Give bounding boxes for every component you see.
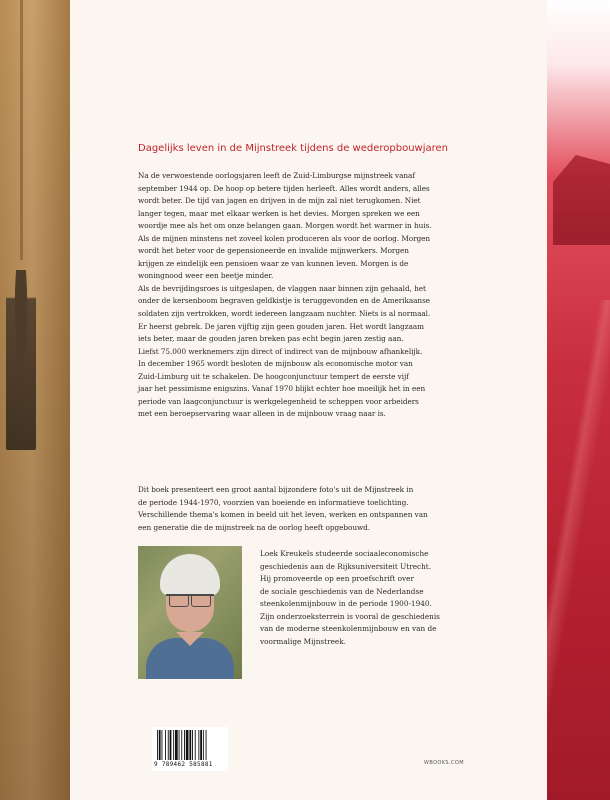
barcode-bars (156, 730, 224, 760)
barcode-bar (195, 730, 196, 760)
text-line: september 1944 op. De hoop op betere tijden herleeft. Alles wordt anders, alles (138, 183, 430, 193)
left-sepia-photo (0, 0, 70, 800)
text-line: woordje mee als het om onze belangen gaan. Morgen wordt het warmer in huis. (138, 221, 432, 231)
text-line: Als de mijnen minstens net zoveel kolen produceren als voor de oorlog. Morgen (138, 233, 431, 243)
text-line: Als de bevrijdingsroes is uitgeslapen, de vlaggen naar binnen zijn gehaald, het (138, 283, 426, 293)
text-line: Er heerst gebrek. De jaren vijftig zijn geen gouden jaren. Het wordt langzaam (138, 321, 425, 331)
intro-paragraph (138, 170, 458, 421)
text-line: onder de kersenboom begraven geldkistje is teruggevonden en de Amerikaanse (138, 296, 431, 306)
publisher-url: WBOOKS.COM (424, 760, 464, 766)
barcode-bar (192, 730, 193, 760)
text-line: soldaten zijn vertrokken, wordt iedereen langzaam nuchter. Niets is al normaal. (138, 309, 431, 319)
text-line: met een beroepservaring waar alleen in de mijnbouw vraag naar is. (138, 409, 386, 419)
text-line: de sociale geschiedenis van de Nederlandse (260, 586, 424, 596)
left-photo-miner-figure (6, 270, 36, 450)
text-line: een generatie die de mijnstreek na de oorlog heeft opgebouwd. (138, 522, 371, 532)
text-line: jaar het pessimisme enigszins. Vanaf 1970 blijkt echter hoe moeilijk het in een (138, 384, 426, 394)
left-photo-pole (20, 0, 23, 260)
text-line: steenkolenmijnbouw in de periode 1900-1940. (260, 599, 432, 609)
text-line: Hij promoveerde op een proefschrift over (260, 574, 414, 584)
right-photo-road (547, 300, 610, 800)
text-line: krijgen ze eindelijk een pensioen waar ze van kunnen leven. Morgen is de (138, 258, 409, 268)
text-line: langer tegen, maar met elkaar werken is het devies. Morgen spreken we een (138, 208, 420, 218)
barcode-bar (165, 730, 166, 760)
text-line: voormalige Mijnstreek. (260, 636, 346, 646)
book-description-paragraph (138, 484, 458, 534)
barcode-bar (173, 730, 174, 760)
text-line: In december 1965 wordt besloten de mijnbouw als economische motor van (138, 359, 413, 369)
barcode-bar (189, 730, 191, 760)
barcode-bar (200, 730, 202, 760)
right-red-photo (547, 0, 610, 800)
text-line: Zuid-Limburg uit te schakelen. De hoogconjunctuur tempert de eerste vijf (138, 371, 409, 381)
barcode-bar (159, 730, 161, 760)
barcode-bar (175, 730, 178, 760)
barcode-bar (157, 730, 158, 760)
text-line: woningnood weer een beetje minder. (138, 271, 274, 281)
barcode (152, 727, 228, 771)
barcode-bar (170, 730, 172, 760)
text-line: wordt beter. De tijd van jagen en drijven in de mijn zal niet terugkomen. Niet (138, 196, 421, 206)
section-title: Dagelijks leven in de Mijnstreek tijdens de wederopbouwjaren (138, 143, 448, 154)
text-line: Na de verwoestende oorlogsjaren leeft de Zuid-Limburgse mijnstreek vanaf (138, 171, 415, 180)
barcode-bar (162, 730, 163, 760)
text-line: periode van laagconjunctuur is werkgelegenheid te scheppen voor arbeiders (138, 396, 419, 406)
right-photo-building (553, 155, 610, 245)
text-line: iets beter, maar de gouden jaren breken pas echt begin jaren zestig aan. (138, 334, 404, 344)
text-line: Verschillende thema's komen in beeld uit het leven, werken en ontspannen van (138, 510, 428, 520)
author-bio (260, 548, 440, 648)
barcode-bar (184, 730, 185, 760)
text-line: Liefst 75.000 werknemers zijn direct of indirect van de mijnbouw afhankelijk. (138, 346, 423, 356)
text-line: wordt het beter voor de gepensioneerde en invalide mijnwerkers. Morgen (138, 246, 409, 256)
author-photo (138, 546, 242, 679)
author-glasses (166, 594, 214, 606)
text-line: Dit boek presenteert een groot aantal bijzondere foto's uit de Mijnstreek in (138, 485, 414, 494)
text-line: Zijn onderzoeksterrein is vooral de geschiedenis (260, 611, 440, 621)
barcode-bar (198, 730, 199, 760)
barcode-bar (181, 730, 182, 760)
barcode-bar (206, 730, 207, 760)
author-hair (160, 554, 220, 596)
barcode-bar (168, 730, 169, 760)
isbn-number: 9 789462 585881 (154, 761, 213, 768)
back-cover-text (138, 0, 458, 800)
text-line: geschiedenis aan de Rijksuniversiteit Utrecht. (260, 561, 432, 571)
barcode-bar (203, 730, 204, 760)
text-line: van de moderne steenkolenmijnbouw en van de (260, 624, 437, 634)
text-line: de periode 1944-1970, voorzien van boeiende en informatieve toelichting. (138, 497, 409, 507)
text-line: Loek Kreukels studeerde sociaaleconomische (260, 549, 429, 558)
barcode-bar (179, 730, 180, 760)
barcode-bar (186, 730, 189, 760)
